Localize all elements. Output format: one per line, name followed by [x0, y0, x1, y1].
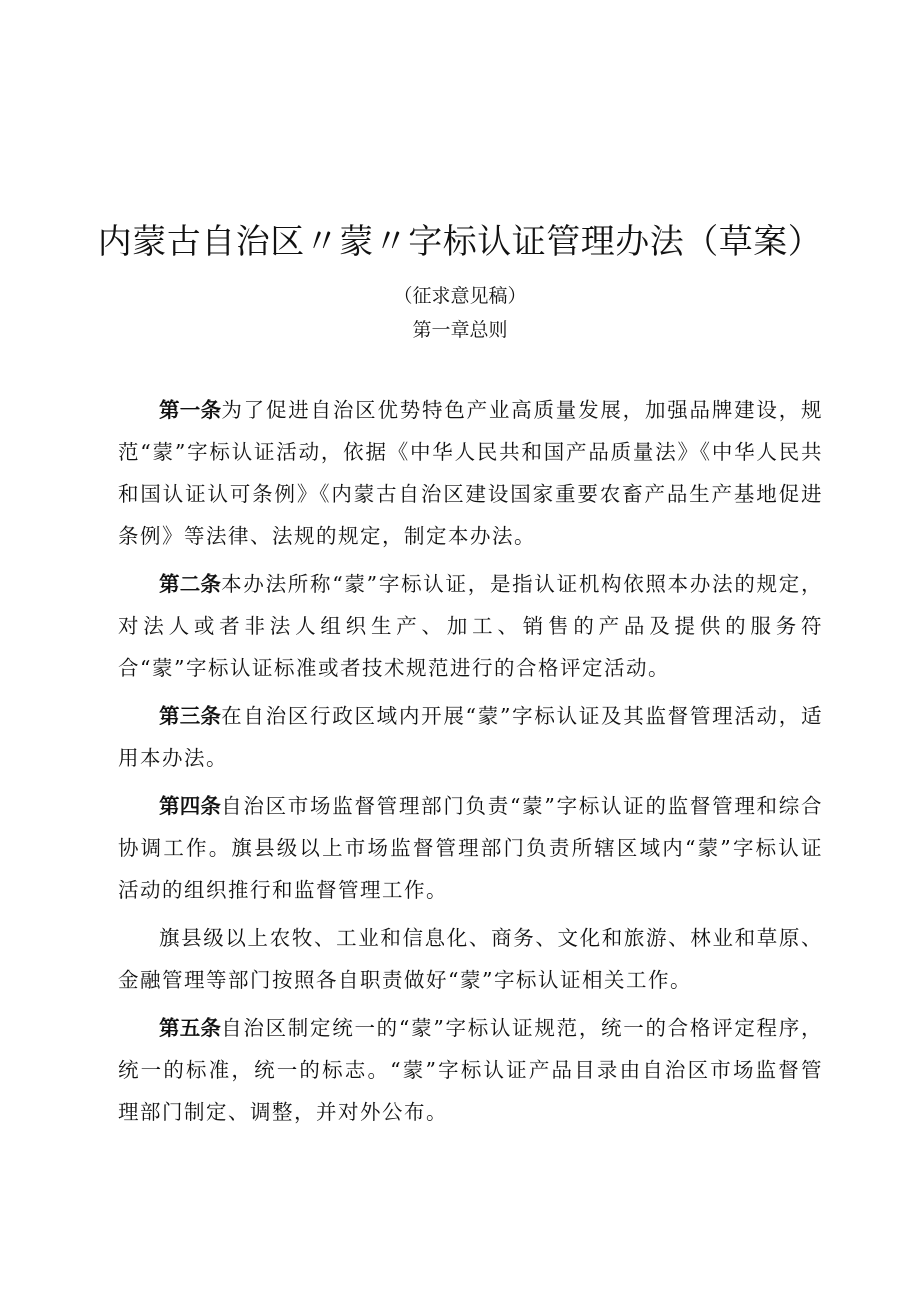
article-5 — [118, 1007, 823, 1133]
document-title: 内蒙古自治区〃蒙〃字标认证管理办法（草案） — [97, 222, 823, 262]
article-label: 第四条 — [159, 794, 222, 818]
article-label: 第五条 — [159, 1016, 222, 1040]
article-text: 为了促进自治区优势特色产业高质量发展，加强品牌建设，规范“蒙”字标认证活动，依据《中华人民共和国产品质量法》《中华人民共和国认证认可条例》《内蒙古自治区建设国家重要农畜产品生产基地促进条例》等法律、法规的规定，制定本办法。 — [118, 398, 824, 548]
document-body — [118, 389, 823, 1139]
article-label: 第一条 — [159, 398, 222, 422]
article-label: 第二条 — [159, 572, 222, 596]
article-4 — [118, 785, 823, 911]
article-label: 第三条 — [159, 704, 222, 728]
article-text: 旗县级以上农牧、工业和信息化、商务、文化和旅游、林业和草原、金融管理等部门按照各自职责做好“蒙”字标认证相关工作。 — [118, 926, 823, 992]
document-subtitle: （征求意见稿） — [393, 285, 527, 307]
article-4-continued — [118, 917, 823, 1001]
article-text: 自治区制定统一的“蒙”字标认证规范，统一的合格评定程序，统一的标准，统一的标志。“蒙”字标认证产品目录由自治区市场监督管理部门制定、调整，并对外公布。 — [118, 1016, 823, 1124]
article-text: 自治区市场监督管理部门负责“蒙”字标认证的监督管理和综合协调工作。旗县级以上市场监督管理部门负责所辖区域内“蒙”字标认证活动的组织推行和监督管理工作。 — [118, 794, 823, 902]
article-2 — [118, 563, 823, 689]
article-text: 在自治区行政区域内开展“蒙”字标认证及其监督管理活动，适用本办法。 — [118, 704, 823, 770]
article-text: 本办法所称“蒙”字标认证，是指认证机构依照本办法的规定，对法人或者非法人组织生产、加工、销售的产品及提供的服务符合“蒙”字标认证标准或者技术规范进行的合格评定活动。 — [118, 572, 823, 680]
chapter-heading: 第一章总则 — [412, 319, 508, 341]
article-1 — [118, 389, 823, 557]
article-3 — [118, 695, 823, 779]
